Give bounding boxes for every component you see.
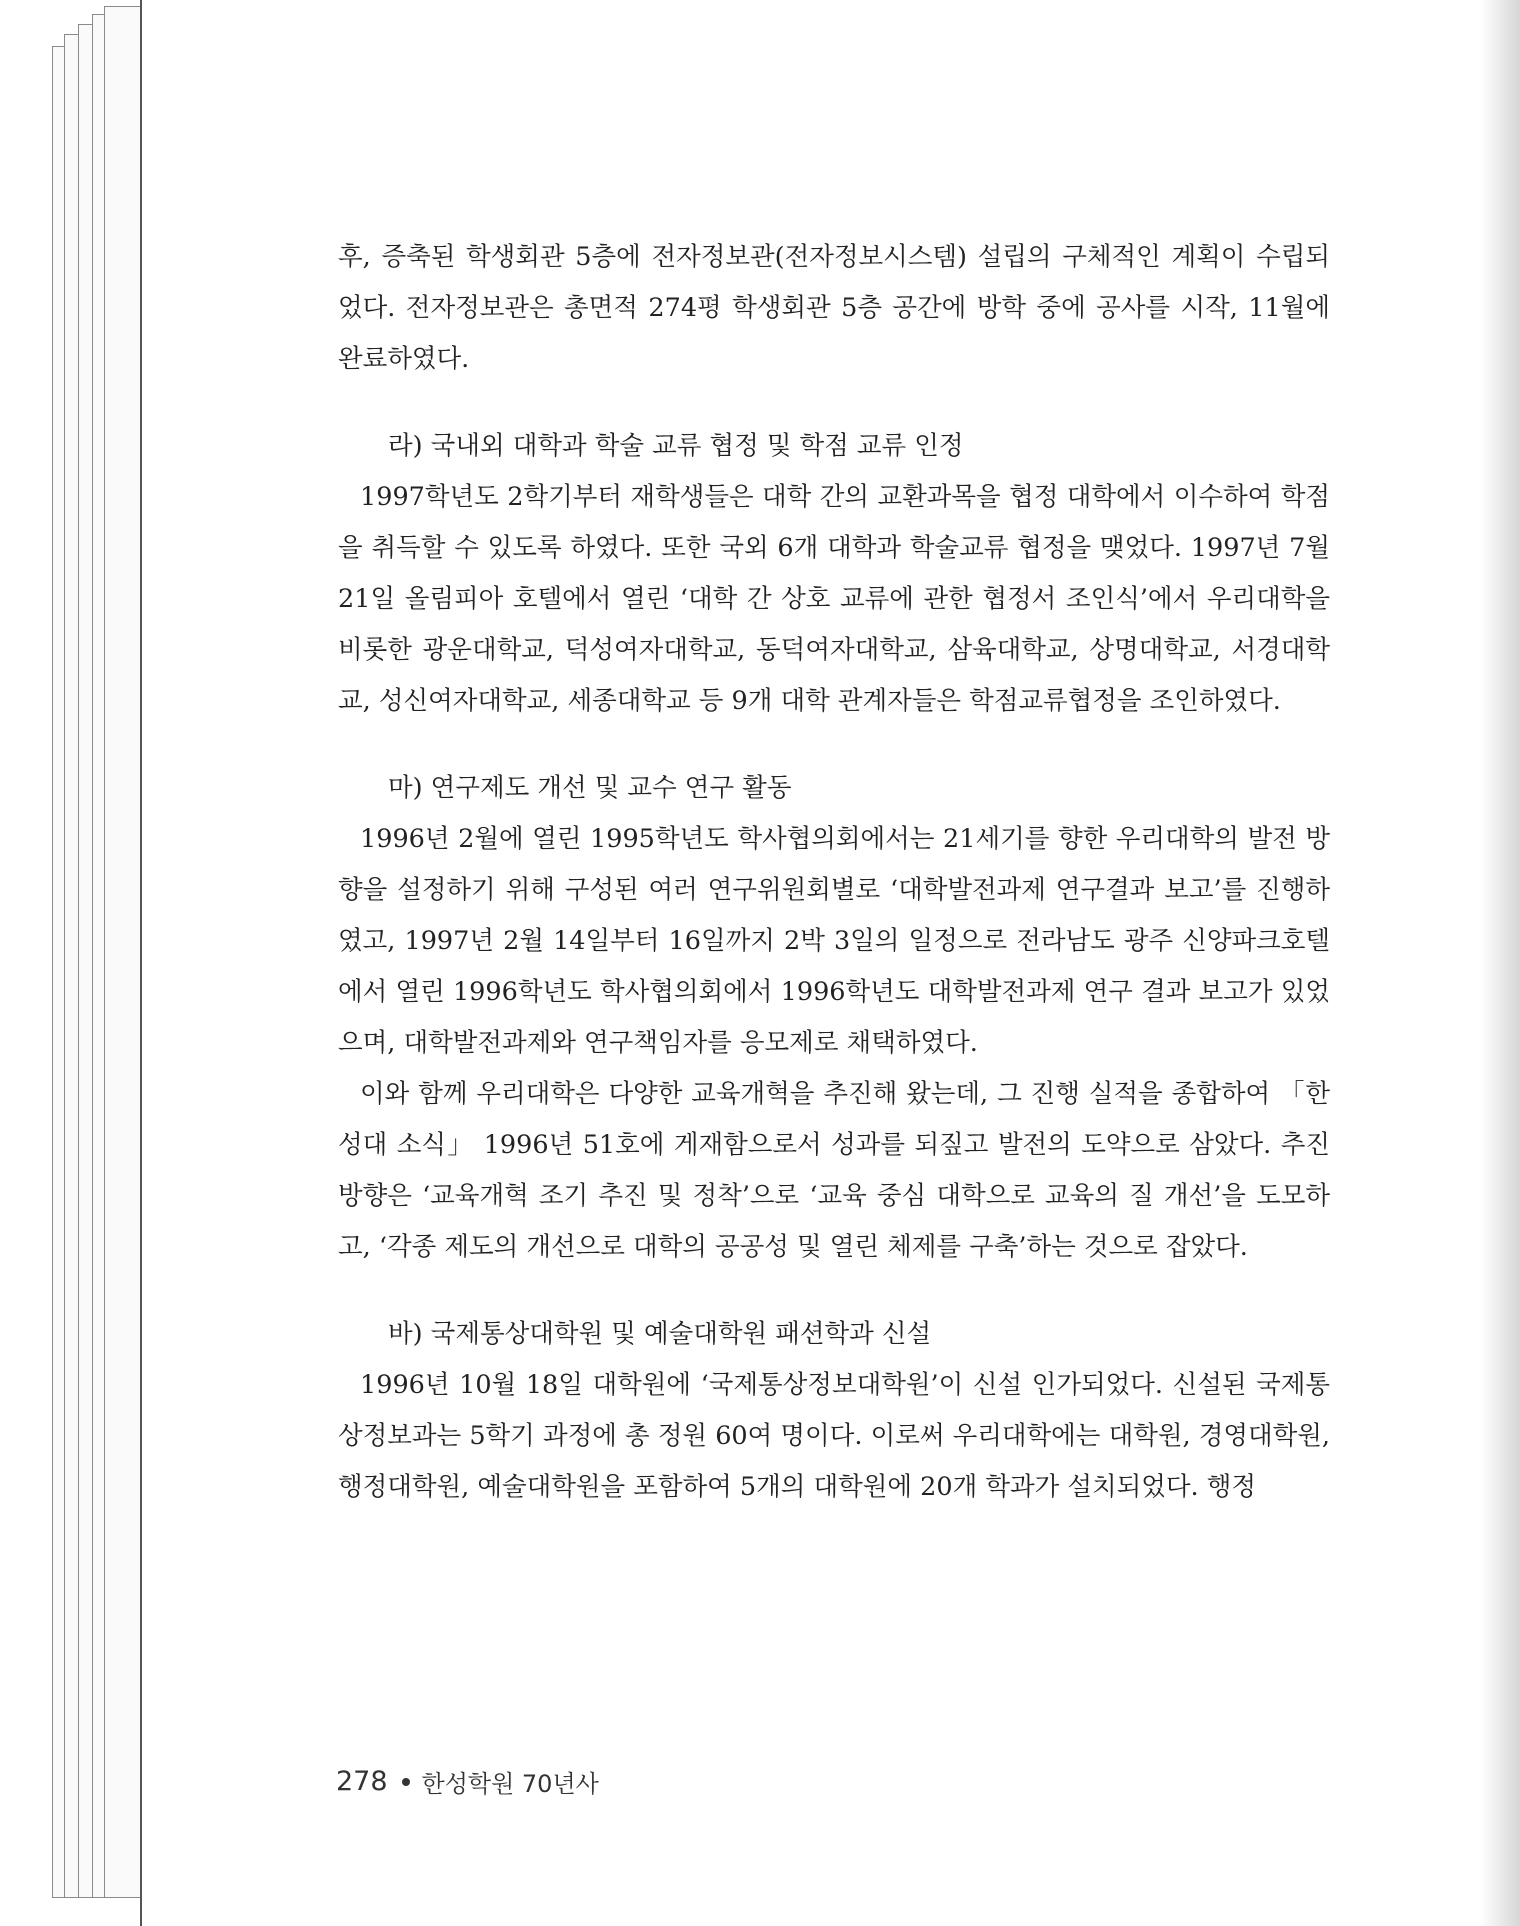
page-footer (336, 1764, 599, 1799)
section-heading: 바) 국제통상대학원 및 예술대학원 패션학과 신설 (388, 1319, 932, 1349)
body-paragraph: 이와 함께 우리대학은 다양한 교육개혁을 추진해 왔는데, 그 진행 실적을 종합하여 「한성대 소식」 1996년 51호에 게재함으로서 성과를 되짚고 발전의 도약으로 삼았다. 추진 방향은 ‘교육개혁 조기 추진 및 정착’으로 ‘교육 중심 대학으로 교육의 질 개선’을 도모하고, ‘각종 제도의 개선으로 대학의 공공성 및 열린 체제를 구축’하는 것으로 잡았다. (338, 1079, 1330, 1262)
page-number: 278 (336, 1766, 388, 1797)
bullet-dot-icon (402, 1778, 410, 1786)
page-body (338, 232, 1330, 1513)
section-heading: 라) 국내외 대학과 학술 교류 협정 및 학점 교류 인정 (388, 431, 964, 461)
body-paragraph: 1996년 2월에 열린 1995학년도 학사협의회에서는 21세기를 향한 우리대학의 발전 방향을 설정하기 위해 구성된 여러 연구위원회별로 ‘대학발전과제 연구결과 보고’를 진행하였고, 1997년 2월 14일부터 16일까지 2박 3일의 일정으로 전라남도 광주 신양파크호텔에서 열린 1996학년도 학사협의회에서 1996학년도 대학발전과제 연구 결과 보고가 있었으며, 대학발전과제와 연구책임자를 응모제로 채택하였다. (338, 824, 1330, 1058)
body-paragraph: 1996년 10월 18일 대학원에 ‘국제통상정보대학원’이 신설 인가되었다. 신설된 국제통상정보과는 5학기 과정에 총 정원 60여 명이다. 이로써 우리대학에는 대학원, 경영대학원, 행정대학원, 예술대학원을 포함하여 5개의 대학원에 20개 학과가 설치되었다. 행정 (338, 1370, 1330, 1502)
body-paragraph: 후, 증축된 학생회관 5층에 전자정보관(전자정보시스템) 설립의 구체적인 계획이 수립되었다. 전자정보관은 총면적 274평 학생회관 5층 공간에 방학 중에 공사를 시작, 11월에 완료하였다. (338, 242, 1330, 374)
section-heading: 마) 연구제도 개선 및 교수 연구 활동 (388, 773, 792, 803)
book-title: 한성학원 70년사 (421, 1770, 599, 1798)
body-paragraph: 1997학년도 2학기부터 재학생들은 대학 간의 교환과목을 협정 대학에서 이수하여 학점을 취득할 수 있도록 하였다. 또한 국외 6개 대학과 학술교류 협정을 맺었다. 1997년 7월 21일 올림피아 호텔에서 열린 ‘대학 간 상호 교류에 관한 협정서 조인식’에서 우리대학을 비롯한 광운대학교, 덕성여자대학교, 동덕여자대학교, 삼육대학교, 상명대학교, 서경대학교, 성신여자대학교, 세종대학교 등 9개 대학 관계자들은 학점교류협정을 조인하였다. (338, 482, 1330, 716)
